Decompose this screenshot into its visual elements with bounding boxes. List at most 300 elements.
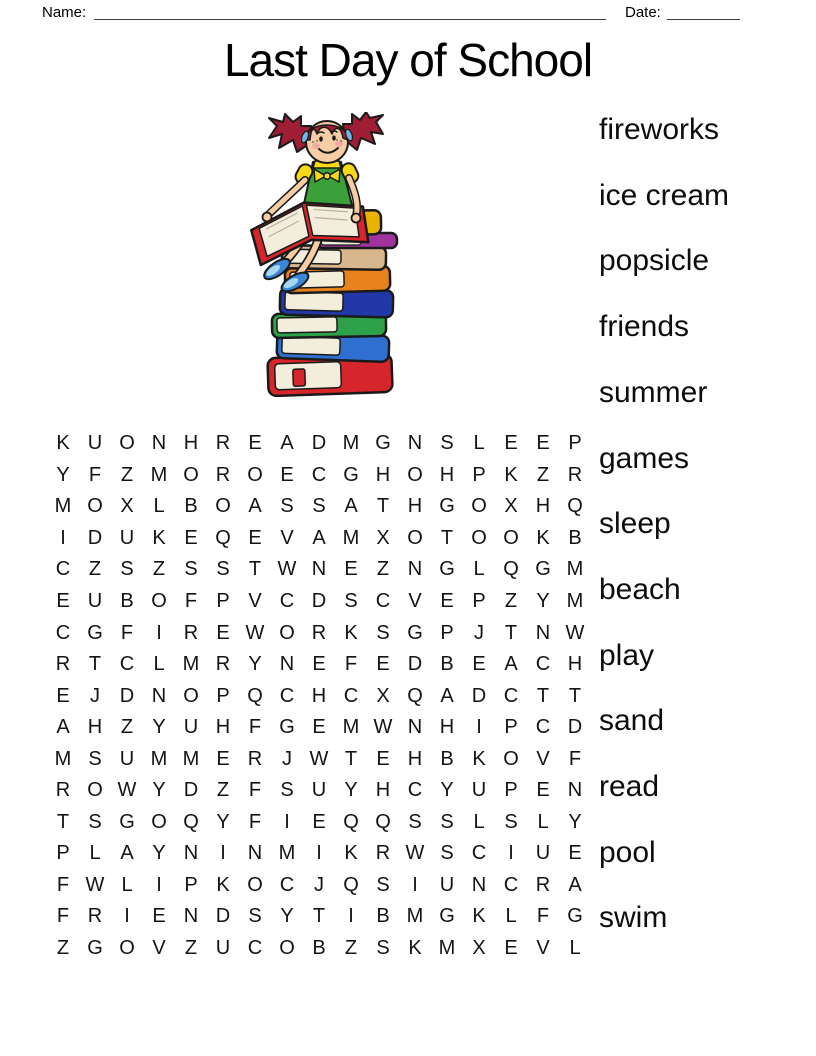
grid-letter: Q (343, 810, 359, 833)
grid-letter: Z (120, 463, 134, 486)
grid-letter: H (567, 653, 583, 676)
grid-letter: V (536, 937, 550, 960)
grid-letter: G (87, 621, 103, 644)
grid-letter: N (151, 684, 167, 707)
grid-letter: Y (56, 463, 70, 486)
grid-letter: I (348, 905, 354, 928)
grid-letter: S (184, 558, 198, 581)
grid-letter: H (535, 495, 551, 518)
grid-letter: O (87, 495, 103, 518)
grid-letter: Q (215, 526, 231, 549)
grid-letter: Z (504, 590, 518, 612)
grid-letter: Y (152, 842, 166, 865)
word-list-item: popsicle (599, 244, 710, 278)
grid-letter: Y (344, 779, 358, 802)
grid-letter: T (504, 621, 518, 644)
grid-letter: B (312, 937, 326, 960)
grid-letter: Q (567, 495, 583, 518)
grid-letter: X (504, 495, 518, 518)
grid-letter: Z (376, 558, 390, 581)
grid-letter: O (215, 495, 231, 518)
grid-letter: C (311, 463, 327, 486)
grid-letter: L (153, 653, 165, 676)
grid-letter: M (54, 495, 72, 518)
grid-letter: U (311, 779, 327, 802)
grid-letter: E (152, 905, 166, 928)
grid-letter: S (280, 495, 294, 518)
grid-letter: C (503, 684, 519, 707)
grid-letter: Y (568, 810, 582, 833)
grid-letter: M (566, 558, 584, 581)
grid-letter: N (279, 653, 295, 676)
grid-letter: S (280, 779, 294, 802)
grid-letter: H (215, 716, 231, 739)
grid-letter: F (568, 747, 582, 770)
grid-letter: D (567, 716, 583, 739)
grid-letter: C (119, 653, 135, 676)
grid-letter: F (184, 590, 198, 612)
grid-letter: S (344, 590, 358, 612)
grid-letter: V (152, 937, 166, 960)
grid-letter: T (312, 905, 326, 928)
grid-letter: M (278, 842, 296, 865)
grid-letter: Y (440, 779, 454, 802)
grid-letter: K (344, 621, 358, 644)
grid-letter: I (60, 526, 66, 549)
grid-letter: Y (152, 716, 166, 739)
word-list-item: play (599, 638, 655, 672)
grid-letter: L (121, 873, 133, 896)
grid-letter: L (473, 558, 485, 581)
date-write-line (667, 19, 740, 20)
grid-letter: U (215, 937, 231, 960)
word-list-item: read (599, 770, 660, 804)
grid-letter: E (312, 653, 326, 676)
grid-letter: C (375, 590, 391, 612)
grid-letter: K (472, 747, 486, 770)
grid-letter: T (248, 558, 262, 581)
grid-letter: M (406, 905, 424, 928)
grid-letter: Z (216, 779, 230, 802)
grid-letter: Q (375, 810, 391, 833)
grid-letter: C (471, 842, 487, 865)
grid-letter: D (119, 684, 135, 707)
grid-letter: P (504, 779, 518, 802)
grid-letter: G (439, 558, 455, 581)
grid-letter: N (151, 432, 167, 455)
grid-letter: F (120, 621, 134, 644)
grid-letter: V (408, 590, 422, 612)
grid-letter: V (280, 526, 294, 549)
grid-letter: K (504, 463, 518, 486)
grid-letter: A (120, 842, 134, 865)
grid-letter: M (182, 747, 200, 770)
grid-letter: G (375, 432, 391, 455)
grid-letter: O (183, 463, 199, 486)
grid-letter: J (474, 621, 484, 644)
grid-letter: N (407, 716, 423, 739)
grid-letter: H (375, 779, 391, 802)
grid-letter: P (472, 590, 486, 612)
word-list (599, 97, 729, 951)
grid-letter: K (408, 937, 422, 960)
grid-letter: B (440, 747, 454, 770)
grid-letter: C (535, 716, 551, 739)
word-list-item: games (599, 441, 690, 475)
grid-letter: O (247, 873, 263, 896)
grid-letter: M (54, 747, 72, 770)
grid-letter: R (215, 463, 231, 486)
grid-letter: N (183, 905, 199, 928)
grid-letter: S (88, 747, 102, 770)
grid-letter: I (156, 621, 162, 644)
grid-letter: E (312, 810, 326, 833)
grid-letter: H (183, 432, 199, 455)
grid-letter: T (88, 653, 102, 676)
grid-letter: F (248, 810, 262, 833)
grid-letter: Q (407, 684, 423, 707)
grid-letter: F (56, 873, 70, 896)
grid-letter: D (407, 653, 423, 676)
grid-letter: W (309, 747, 329, 770)
grid-letter: G (567, 905, 583, 928)
grid-letter: L (89, 842, 101, 865)
grid-letter: T (536, 684, 550, 707)
grid-letter: W (277, 558, 297, 581)
bookmark (293, 369, 306, 386)
grid-letter: R (535, 873, 551, 896)
grid-letter: D (311, 432, 327, 455)
grid-letter: K (344, 842, 358, 865)
grid-letter: D (215, 905, 231, 928)
grid-letter: M (342, 716, 360, 739)
page-title: Last Day of School (223, 34, 593, 86)
grid-letter: H (311, 684, 327, 707)
grid-letter: E (248, 432, 262, 455)
word-list-item: sand (599, 704, 665, 738)
grid-letter: H (439, 463, 455, 486)
grid-letter: E (376, 747, 390, 770)
grid-letter: C (279, 684, 295, 707)
grid-letter: I (412, 873, 418, 896)
word-list-item: pool (599, 835, 656, 869)
grid-letter: W (373, 716, 393, 739)
grid-letter: X (376, 684, 390, 707)
grid-letter: W (85, 873, 105, 896)
grid-letter: J (282, 747, 292, 770)
grid-letter: U (471, 779, 487, 802)
grid-letter: S (248, 905, 262, 928)
grid-letter: E (376, 653, 390, 676)
grid-letter: I (156, 873, 162, 896)
grid-letter: L (153, 495, 165, 518)
grid-letter: K (152, 526, 166, 549)
grid-letter: O (279, 937, 295, 960)
grid-letter: L (569, 937, 581, 960)
grid-letter: S (120, 558, 134, 581)
grid-letter: I (220, 842, 226, 865)
grid-letter: B (568, 526, 582, 549)
grid-letter: P (56, 842, 70, 865)
grid-letter: R (55, 653, 71, 676)
grid-letter: O (407, 463, 423, 486)
grid-letter: G (343, 463, 359, 486)
grid-letter: O (247, 463, 263, 486)
grid-letter: X (120, 495, 134, 518)
grid-letter: W (565, 621, 585, 644)
word-list-item: friends (599, 310, 690, 344)
grid-letter: G (87, 937, 103, 960)
grid-letter: I (508, 842, 514, 865)
grid-letter: R (87, 905, 103, 928)
grid-letter: C (55, 558, 71, 581)
grid-letter: P (440, 621, 454, 644)
grid-letter: E (56, 684, 70, 707)
grid-letter: M (150, 747, 168, 770)
grid-letter: S (504, 810, 518, 833)
grid-letter: R (215, 653, 231, 676)
grid-letter: F (88, 463, 102, 486)
grid-letter: M (150, 463, 168, 486)
grid-letter: Y (536, 590, 550, 612)
grid-letter: T (344, 747, 358, 770)
grid-letter: N (183, 842, 199, 865)
grid-letter: O (471, 495, 487, 518)
grid-letter: F (536, 905, 550, 928)
grid-letter: A (568, 873, 582, 896)
grid-letter: R (215, 432, 231, 455)
word-list-item: ice cream (599, 178, 730, 212)
grid-letter: K (216, 873, 230, 896)
grid-letter: G (439, 905, 455, 928)
grid-letter: T (568, 684, 582, 707)
grid-letter: H (407, 747, 423, 770)
grid-letter: B (184, 495, 198, 518)
grid-letter: L (473, 432, 485, 455)
grid-letter: P (216, 684, 230, 707)
grid-letter: U (535, 842, 551, 865)
grid-letter: C (247, 937, 263, 960)
grid-letter: T (56, 810, 70, 833)
grid-letter: E (248, 526, 262, 549)
grid-letter: C (279, 590, 295, 612)
grid-letter: T (376, 495, 390, 518)
word-list-item: beach (599, 572, 681, 606)
grid-letter: Y (216, 810, 230, 833)
grid-letter: G (535, 558, 551, 581)
grid-letter: G (407, 621, 423, 644)
grid-letter: C (503, 873, 519, 896)
grid-letter: U (87, 432, 103, 455)
word-list-item: swim (599, 901, 668, 935)
grid-letter: A (56, 716, 70, 739)
grid-letter: D (311, 590, 327, 612)
grid-letter: S (88, 810, 102, 833)
grid-letter: S (376, 873, 390, 896)
grid-letter: Q (247, 684, 263, 707)
grid-letter: C (343, 684, 359, 707)
grid-letter: U (119, 526, 135, 549)
grid-letter: W (405, 842, 425, 865)
grid-letter: S (408, 810, 422, 833)
grid-letter: O (503, 747, 519, 770)
grid-letter: E (568, 842, 582, 865)
grid-letter: S (376, 621, 390, 644)
grid-letter: A (280, 432, 294, 455)
grid-letter: O (279, 621, 295, 644)
grid-letter: P (184, 873, 198, 896)
word-grid (47, 428, 591, 964)
grid-letter: M (342, 526, 360, 549)
grid-letter: H (375, 463, 391, 486)
grid-letter: S (312, 495, 326, 518)
grid-letter: F (248, 716, 262, 739)
grid-letter: X (376, 526, 390, 549)
grid-letter: C (55, 621, 71, 644)
grid-letter: B (440, 653, 454, 676)
grid-letter: A (440, 684, 454, 707)
word-list-item: sleep (599, 507, 671, 541)
grid-letter: O (119, 937, 135, 960)
grid-letter: D (471, 684, 487, 707)
grid-letter: J (90, 684, 100, 707)
grid-letter: L (537, 810, 549, 833)
grid-letter: Z (120, 716, 134, 739)
grid-letter: E (56, 590, 70, 612)
grid-letter: V (536, 747, 550, 770)
grid-letter: A (344, 495, 358, 518)
grid-letter: A (248, 495, 262, 518)
grid-letter: M (566, 590, 584, 612)
grid-letter: O (183, 684, 199, 707)
grid-letter: H (407, 495, 423, 518)
grid-letter: O (503, 526, 519, 549)
grid-letter: Z (88, 558, 102, 581)
grid-letter: K (56, 432, 70, 455)
grid-letter: S (376, 937, 390, 960)
grid-letter: E (472, 653, 486, 676)
grid-letter: A (312, 526, 326, 549)
grid-letter: P (216, 590, 230, 612)
grid-letter: N (247, 842, 263, 865)
date-label: Date: (625, 4, 661, 21)
grid-letter: L (473, 810, 485, 833)
word-list-item: fireworks (599, 113, 720, 146)
grid-letter: W (117, 779, 137, 802)
grid-letter: G (119, 810, 135, 833)
grid-letter: Q (503, 558, 519, 581)
grid-letter: O (151, 810, 167, 833)
grid-letter: Y (280, 905, 294, 928)
grid-letter: W (245, 621, 265, 644)
grid-letter: I (284, 810, 290, 833)
grid-letter: Z (56, 937, 70, 960)
grid-letter: Z (344, 937, 358, 960)
grid-letter: N (407, 432, 423, 455)
grid-letter: E (216, 621, 230, 644)
grid-letter: R (183, 621, 199, 644)
grid-letter: E (536, 779, 550, 802)
grid-letter: R (567, 463, 583, 486)
grid-letter: U (183, 716, 199, 739)
grid-letter: O (87, 779, 103, 802)
grid-letter: P (568, 432, 582, 455)
grid-letter: E (280, 463, 294, 486)
grid-letter: Y (248, 653, 262, 676)
grid-letter: E (184, 526, 198, 549)
grid-letter: Q (343, 873, 359, 896)
grid-letter: I (476, 716, 482, 739)
grid-letter: R (311, 621, 327, 644)
grid-letter: X (472, 937, 486, 960)
grid-letter: U (439, 873, 455, 896)
grid-letter: F (56, 905, 70, 928)
grid-letter: N (471, 873, 487, 896)
grid-letter: N (407, 558, 423, 581)
grid-letter: Z (184, 937, 198, 960)
grid-letter: C (279, 873, 295, 896)
grid-letter: E (504, 432, 518, 455)
grid-letter: E (536, 432, 550, 455)
grid-letter: E (312, 716, 326, 739)
grid-letter: E (216, 747, 230, 770)
grid-letter: M (438, 937, 456, 960)
grid-letter: E (440, 590, 454, 612)
grid-letter: B (376, 905, 390, 928)
grid-letter: D (87, 526, 103, 549)
grid-letter: K (472, 905, 486, 928)
grid-letter: Q (183, 810, 199, 833)
grid-letter: Z (152, 558, 166, 581)
grid-letter: F (344, 653, 358, 676)
grid-letter: J (314, 873, 324, 896)
grid-letter: N (311, 558, 327, 581)
grid-letter: I (316, 842, 322, 865)
grid-letter: B (120, 590, 134, 612)
grid-letter: P (504, 716, 518, 739)
grid-letter: Y (152, 779, 166, 802)
grid-letter: C (535, 653, 551, 676)
grid-letter: S (216, 558, 230, 581)
grid-letter: S (440, 432, 454, 455)
grid-letter: N (567, 779, 583, 802)
grid-letter: S (440, 842, 454, 865)
grid-letter: K (536, 526, 550, 549)
grid-letter: T (440, 526, 454, 549)
grid-letter: S (440, 810, 454, 833)
grid-letter: G (279, 716, 295, 739)
grid-letter: D (183, 779, 199, 802)
grid-letter: C (407, 779, 423, 802)
word-list-item: summer (599, 375, 708, 409)
grid-letter: H (439, 716, 455, 739)
grid-letter: H (87, 716, 103, 739)
girl-reading-illustration (235, 112, 400, 397)
grid-letter: Z (536, 463, 550, 486)
grid-letter: O (119, 432, 135, 455)
grid-letter: E (344, 558, 358, 581)
grid-letter: M (342, 432, 360, 455)
grid-letter: G (439, 495, 455, 518)
grid-letter: A (504, 653, 518, 676)
grid-letter: I (124, 905, 130, 928)
grid-letter: L (505, 905, 517, 928)
grid-letter: N (535, 621, 551, 644)
grid-letter: O (151, 590, 167, 612)
grid-letter: V (248, 590, 262, 612)
grid-letter: E (504, 937, 518, 960)
grid-letter: U (119, 747, 135, 770)
